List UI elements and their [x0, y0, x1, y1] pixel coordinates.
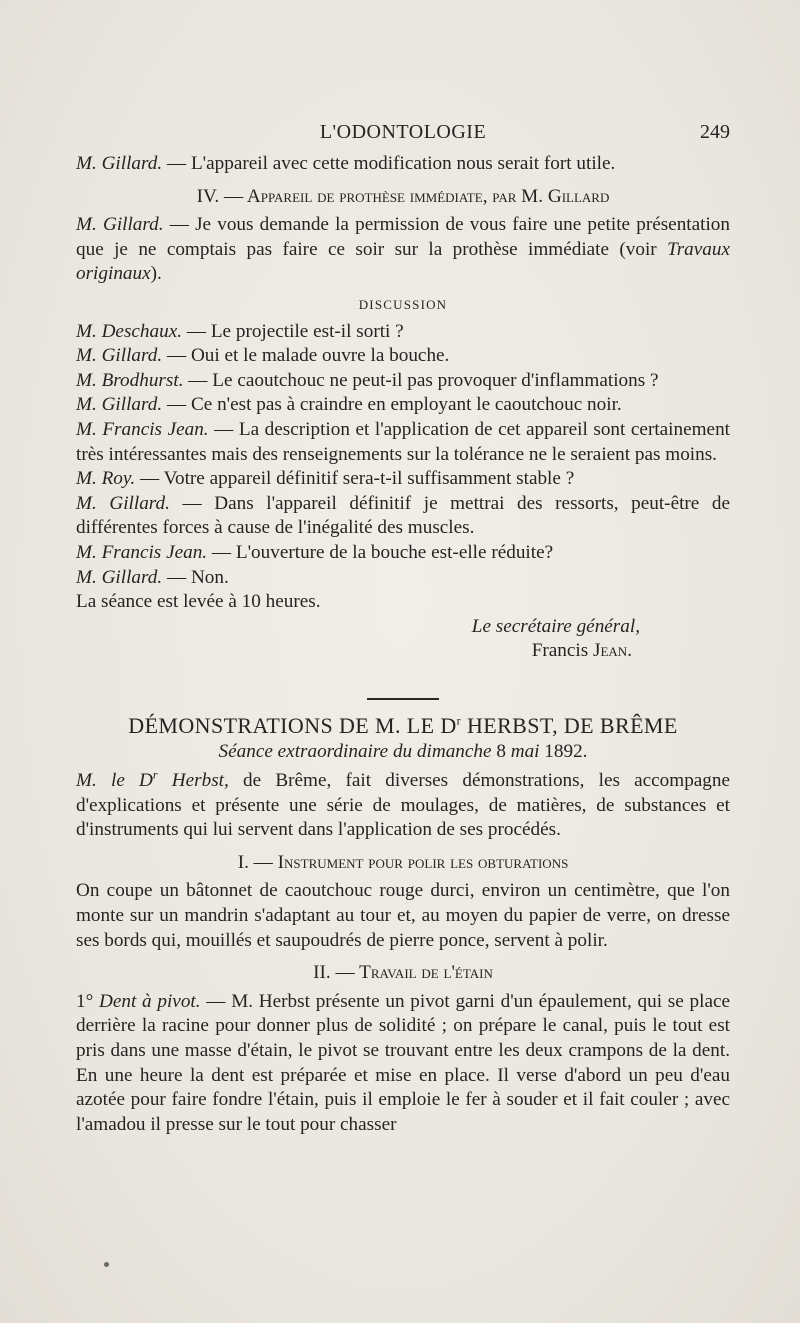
speaker: M. Gillard.: [76, 492, 170, 514]
section-title-sup: r: [456, 713, 462, 728]
subtitle-italic: Séance extraordinaire du dimanche: [218, 741, 492, 763]
speaker: M. Roy.: [76, 468, 136, 490]
heading-ii: II. — Travail de l'étain: [313, 962, 493, 984]
speaker: M. Gillard.: [76, 153, 163, 174]
section-divider: [367, 698, 439, 700]
speech: — L'ouverture de la bouche est-elle réduite?: [207, 541, 554, 563]
discussion-item: [76, 566, 730, 591]
intro-paragraph: [76, 769, 730, 843]
paragraph-i: On coupe un bâtonnet de caoutchouc rouge durci, environ un centimètre, que l'on monte sur un mandrin s'adaptant au tour et, au moyen du papier de verre, on dresse ses bords qui, mouillés et saupoudrés de pierre ponce, servent à polir.: [76, 880, 730, 951]
discussion-list: [76, 320, 730, 591]
italic-reference: Travaux originaux: [76, 238, 730, 285]
speech: — Le projectile est-il sorti ?: [182, 320, 404, 342]
speaker-a: M. le D: [76, 770, 153, 792]
speaker: M. Francis Jean.: [76, 418, 209, 440]
subtitle-month: mai: [510, 741, 540, 763]
discussion-item: [76, 418, 730, 467]
discussion-label: DISCUSSION: [358, 296, 448, 312]
speaker: M. Francis Jean.: [76, 541, 208, 563]
speech: — Ce n'est pas à craindre en employant le caoutchouc noir.: [162, 394, 622, 416]
page-header: [76, 120, 730, 146]
subtitle-day: 8: [491, 741, 511, 763]
ink-speck: [104, 1262, 109, 1267]
heading-i: I. — Instrument pour polir les obturations: [237, 851, 569, 873]
discussion-item: [76, 369, 730, 394]
speaker-sup: r: [152, 767, 158, 782]
speech-end: ).: [150, 263, 162, 285]
discussion-item: [76, 393, 730, 418]
speech: — Dans l'appareil définitif je mettrai des ressorts, peut-être de différentes forces à cause de l'inégalité des muscles.: [76, 492, 730, 539]
signature-role: Le secrétaire général,: [471, 615, 640, 637]
item-number: 1°: [76, 990, 100, 1012]
signature-name: [76, 639, 730, 664]
speaker: M. Brodhurst.: [76, 369, 184, 391]
page-number: 249: [700, 121, 730, 143]
discussion-item: [76, 541, 730, 566]
signature-last-name: Jean.: [593, 640, 632, 662]
speech: — L'appareil avec cette modification nous serait fort utile.: [162, 153, 616, 174]
discussion-item: [76, 467, 730, 492]
signature-first-name: Francis: [531, 640, 594, 662]
speech: — Je vous demande la permission de vous faire une petite présentation que je ne comptais pas faire ce soir sur la prothèse immédiate (voir: [76, 214, 730, 260]
running-title: L'ODONTOLOGIE: [319, 121, 487, 143]
speaker: M. Gillard.: [76, 214, 164, 236]
paragraph-ii: [76, 990, 730, 1138]
item-title: Dent à pivot.: [99, 990, 201, 1012]
speaker: M. Deschaux.: [76, 320, 183, 342]
section-title-b: HERBST, DE BRÊME: [461, 712, 678, 738]
section-title: [76, 714, 730, 739]
discussion-item: [76, 344, 730, 369]
paragraph-gillard-1: [76, 152, 730, 177]
text-column: [76, 120, 730, 1137]
speech: — Votre appareil définitif sera-t-il suffisamment stable ?: [135, 468, 575, 490]
speaker-b: Herbst,: [157, 770, 229, 792]
speaker: M. Gillard.: [76, 566, 163, 588]
section-subtitle: [76, 740, 730, 765]
paragraph-gillard-2: [76, 213, 730, 287]
speech: — Le caoutchouc ne peut-il pas provoquer d'inflammations ?: [183, 369, 659, 391]
speaker: M. Gillard.: [76, 394, 163, 416]
speech: — Oui et le malade ouvre la bouche.: [162, 345, 450, 367]
subtitle-year: 1892.: [539, 741, 588, 763]
discussion-item: [76, 492, 730, 541]
section-title-a: DÉMONSTRATIONS DE M. LE D: [128, 712, 457, 738]
closing-line: La séance est levée à 10 heures.: [76, 591, 321, 613]
heading-iv: IV. — Appareil de prothèse immédiate, par M. Gillard: [196, 185, 610, 207]
speaker: M. Gillard.: [76, 345, 163, 367]
discussion-item: [76, 320, 730, 345]
intro-text: de Brême, fait diverses démonstrations, les accompagne d'explications et présente une série de moulages, de matières, de substances et d'instruments qui lui servent dans l'application de ses procédés.: [76, 770, 731, 841]
item-text: — M. Herbst présente un pivot garni d'un épaulement, qui se place derrière la racine pour donner plus de solidité ; on prépare le canal, puis le tout est pris dans une masse d'étain, le pivot se trouvant entre les deux crampons de la dent. En une heure la dent est préparée et mise en place. Il verse d'abord un peu d'eau azotée pour faire fondre l'étain, puis il emploie le fer à souder et il fait couler ; avec l'amadou il presse sur le tout pour chasser: [76, 990, 730, 1135]
speech: — La description et l'application de cet appareil sont certainement très intéressantes mais des renseignements sur la tolérance ne le seraient pas moins.: [76, 418, 730, 465]
speech: — Non.: [162, 566, 229, 588]
